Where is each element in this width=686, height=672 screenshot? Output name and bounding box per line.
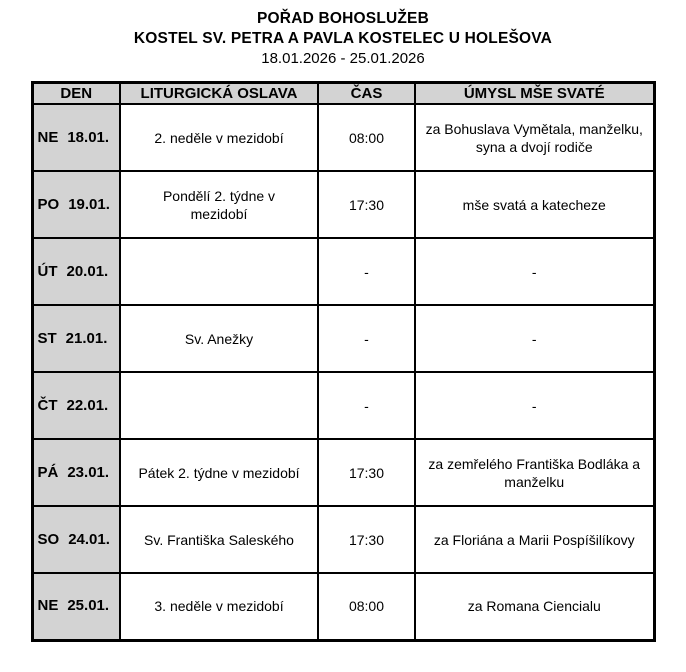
day-date: 20.01.	[66, 262, 109, 280]
column-header-den: DEN	[32, 83, 120, 105]
time-cell: 17:30	[318, 506, 415, 573]
table-row	[32, 573, 654, 640]
day-cell	[32, 305, 120, 372]
day-date: 21.01.	[65, 329, 108, 347]
document-header	[0, 0, 686, 69]
day-abbrev: NE	[37, 597, 59, 615]
table-row	[32, 238, 654, 305]
day-date: 24.01.	[68, 530, 110, 548]
day-cell	[32, 372, 120, 439]
day-cell	[32, 506, 120, 573]
day-abbrev: ČT	[37, 396, 58, 414]
day-abbrev: NE	[37, 128, 59, 146]
intention-cell: za Bohuslava Vymětala, manželku, syna a dvojí rodiče	[415, 104, 654, 171]
day-cell	[32, 573, 120, 640]
day-cell	[32, 439, 120, 506]
celebration-cell: Pondělí 2. týdne v mezidobí	[120, 171, 318, 238]
celebration-cell: Sv. Anežky	[120, 305, 318, 372]
time-cell: -	[318, 238, 415, 305]
time-cell: 17:30	[318, 171, 415, 238]
table-row	[32, 439, 654, 506]
celebration-cell	[120, 238, 318, 305]
day-date: 22.01.	[66, 396, 109, 414]
day-abbrev: ST	[37, 329, 57, 347]
day-date: 23.01.	[67, 463, 110, 481]
document-title: POŘAD BOHOSLUŽEB	[257, 10, 429, 27]
day-cell	[32, 171, 120, 238]
table-row	[32, 506, 654, 573]
day-cell	[32, 238, 120, 305]
table-row	[32, 305, 654, 372]
church-name: KOSTEL SV. PETRA A PAVLA KOSTELEC U HOLEŠOVA	[133, 30, 553, 47]
celebration-cell: Pátek 2. týdne v mezidobí	[120, 439, 318, 506]
table-row	[32, 372, 654, 439]
intention-cell: -	[415, 372, 654, 439]
intention-cell: mše svatá a katecheze	[415, 171, 654, 238]
intention-cell: za Romana Ciencialu	[415, 573, 654, 640]
day-date: 19.01.	[68, 195, 110, 213]
day-abbrev: PO	[37, 195, 60, 213]
day-abbrev: PÁ	[37, 463, 59, 481]
table-row	[32, 104, 654, 171]
day-cell	[32, 104, 120, 171]
schedule-table	[31, 81, 656, 642]
day-abbrev: SO	[37, 530, 60, 548]
time-cell: 08:00	[318, 104, 415, 171]
intention-cell: -	[415, 305, 654, 372]
column-header-liturgicka-oslava: LITURGICKÁ OSLAVA	[120, 83, 318, 105]
intention-cell: -	[415, 238, 654, 305]
celebration-cell	[120, 372, 318, 439]
celebration-cell: 3. neděle v mezidobí	[120, 573, 318, 640]
table-header-row	[32, 83, 654, 105]
time-cell: 08:00	[318, 573, 415, 640]
column-header-cas: ČAS	[318, 83, 415, 105]
day-date: 18.01.	[67, 128, 110, 146]
day-date: 25.01.	[67, 597, 110, 615]
time-cell: -	[318, 372, 415, 439]
intention-cell: za zemřelého Františka Bodláka a manželku	[415, 439, 654, 506]
table-row	[32, 171, 654, 238]
time-cell: 17:30	[318, 439, 415, 506]
intention-cell: za Floriána a Marii Pospíšilíkovy	[415, 506, 654, 573]
celebration-cell: Sv. Františka Saleského	[120, 506, 318, 573]
day-abbrev: ÚT	[37, 262, 58, 280]
date-range: 18.01.2026 - 25.01.2026	[261, 50, 425, 67]
celebration-cell: 2. neděle v mezidobí	[120, 104, 318, 171]
schedule-body	[32, 104, 654, 640]
column-header-umysl-mse-svate: ÚMYSL MŠE SVATÉ	[415, 83, 654, 105]
time-cell: -	[318, 305, 415, 372]
